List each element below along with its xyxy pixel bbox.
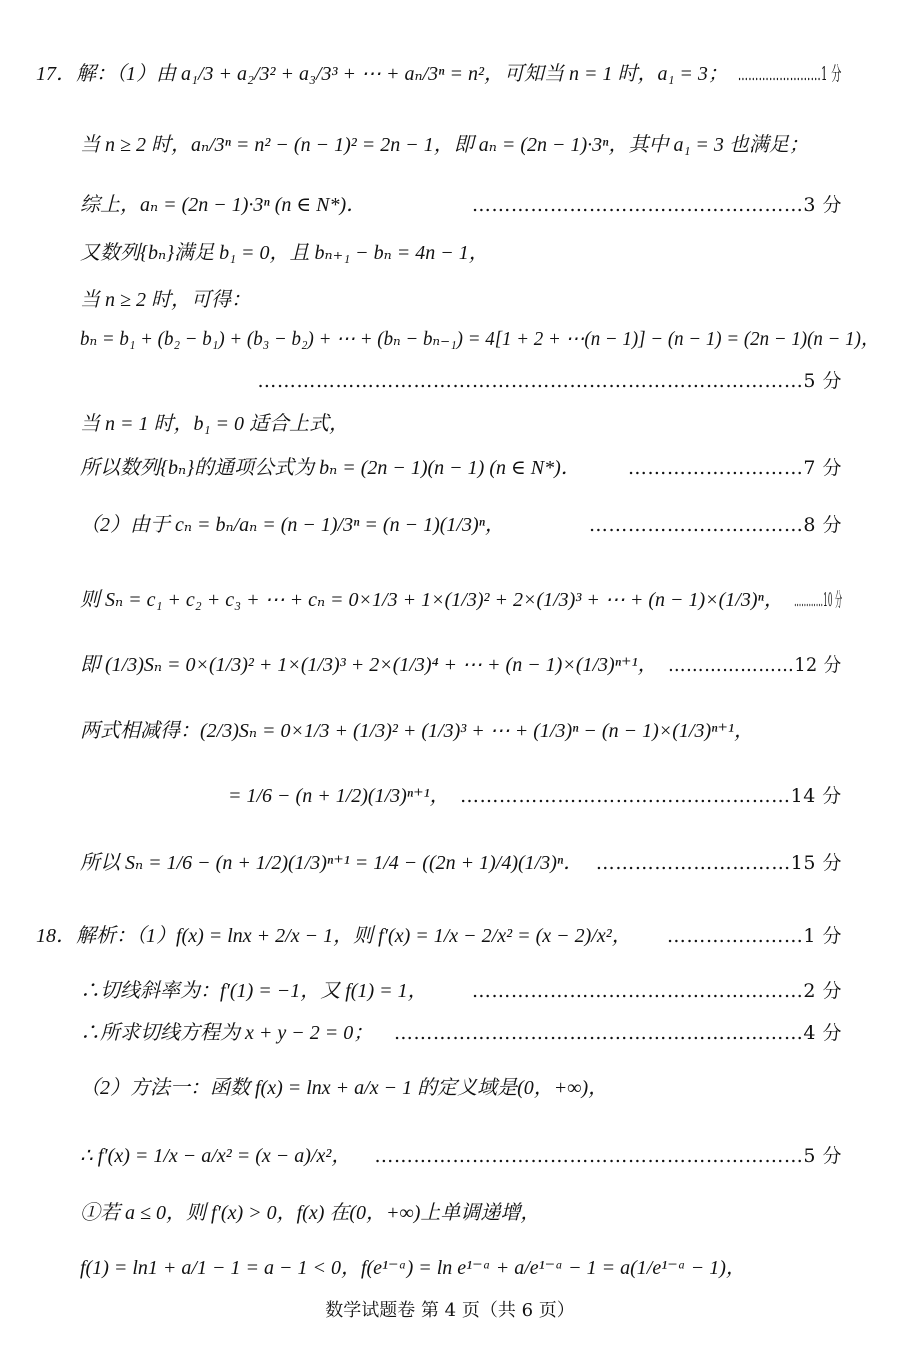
line-text: 即 (1/3)Sₙ = 0×(1/3)² + 1×(1/3)³ + 2×(1/3)⁴ + ⋯ + (n − 1)×(1/3)ⁿ⁺¹， <box>80 654 658 676</box>
dot-leader: …………………………………………… <box>471 980 804 1002</box>
dot-leader: ………………… <box>666 925 804 947</box>
dot-leader: …………………………………………… <box>471 194 804 216</box>
score-label: 7 分 <box>803 457 842 479</box>
score-leader <box>596 846 842 880</box>
line-text: 则 Sₙ = c₁ + c₂ + c₃ + ⋯ + cₙ = 0×1/3 + 1×(1/3)² + 2×(1/3)³ + ⋯ + (n − 1)×(1/3)ⁿ， <box>80 589 784 611</box>
dot-leader: ………………………… <box>595 852 791 874</box>
line-text: ①若 a ≤ 0，则 f′(x) > 0，f(x) 在(0，+∞)上单调递增， <box>80 1202 541 1224</box>
score-label: 5 分 <box>803 370 842 392</box>
score-leader <box>667 919 842 953</box>
line-text: = 1/6 − (n + 1/2)(1/3)ⁿ⁺¹， <box>228 785 450 807</box>
solution-line <box>0 974 900 1008</box>
dot-leader: …………………… <box>738 63 822 85</box>
solution-line <box>0 1196 900 1230</box>
line-text: （2）方法一：函数 f(x) = lnx + a/x − 1 的定义域是(0，+∞)， <box>80 1077 609 1099</box>
dot-leader: ………… <box>793 589 823 611</box>
score-label: 2 分 <box>803 980 842 1002</box>
solution-line <box>0 1251 900 1285</box>
solution-line <box>0 128 900 162</box>
score-leader <box>628 451 842 485</box>
solution-line <box>0 583 900 617</box>
solution-line <box>0 919 900 953</box>
line-text: ∴切线斜率为：f′(1) = −1，又 f(1) = 1， <box>80 980 428 1002</box>
solution-line <box>0 508 900 542</box>
dot-leader: ……………………… <box>627 457 804 479</box>
line-text: 所以 Sₙ = 1/6 − (n + 1/2)(1/3)ⁿ⁺¹ = 1/4 − ((2n + 1)/4)(1/3)ⁿ． <box>80 852 584 874</box>
solution-line <box>0 322 900 356</box>
solution-line <box>0 1139 900 1173</box>
dot-leader: …………………………………………… <box>460 785 791 807</box>
solution-line <box>0 779 900 813</box>
solution-line <box>0 1016 900 1050</box>
dot-leader: ………………………………………………………………………… <box>257 370 804 392</box>
line-text: 当 n ≥ 2 时，可得： <box>80 289 251 311</box>
score-label: 8 分 <box>803 514 842 536</box>
score-label: 1 分 <box>803 925 842 947</box>
solution-line <box>0 451 900 485</box>
solution-line <box>0 1071 900 1105</box>
score-label: 10 分 <box>822 589 842 611</box>
score-leader <box>472 974 842 1008</box>
page-footer: 数学试题卷 第 4 页（共 6 页） <box>325 1300 575 1321</box>
score-leader <box>257 364 842 398</box>
solution-line <box>0 57 900 91</box>
line-text: （2）由于 cₙ = bₙ/aₙ = (n − 1)/3ⁿ = (n − 1)(1/3)ⁿ， <box>80 514 505 536</box>
dot-leader: ……………………………………………………… <box>393 1022 804 1044</box>
score-label: 1 分 <box>821 63 842 85</box>
line-text: 两式相减得：(2/3)Sₙ = 0×1/3 + (1/3)² + (1/3)³ + ⋯ + (1/3)ⁿ − (n − 1)×(1/3)ⁿ⁺¹， <box>80 720 754 742</box>
score-leader <box>794 583 842 617</box>
dot-leader: …………………………… <box>588 514 804 536</box>
score-label: 4 分 <box>803 1022 842 1044</box>
line-text: 18．解析：（1）f(x) = lnx + 2/x − 1，则 f′(x) = 1/x − 2/x² = (x − 2)/x²， <box>36 925 632 947</box>
score-leader <box>472 188 842 222</box>
solution-line <box>0 714 900 748</box>
score-label: 12 分 <box>794 654 842 676</box>
score-label: 14 分 <box>790 785 842 807</box>
solution-line <box>0 364 900 398</box>
solution-line <box>0 283 900 317</box>
dot-leader: ………………… <box>668 654 795 676</box>
solution-line <box>0 648 900 682</box>
line-text: 当 n ≥ 2 时，aₙ/3ⁿ = n² − (n − 1)² = 2n − 1，即 aₙ = (2n − 1)·3ⁿ，其中 a₁ = 3 也满足； <box>80 134 809 156</box>
solution-line <box>0 407 900 441</box>
line-text: 又数列{bₙ}满足 b₁ = 0，且 bₙ₊₁ − bₙ = 4n − 1， <box>80 242 489 264</box>
line-text: f(1) = ln1 + a/1 − 1 = a − 1 < 0，f(e¹⁻ᵃ) = ln e¹⁻ᵃ + a/e¹⁻ᵃ − 1 = a(1/e¹⁻ᵃ − 1)， <box>80 1257 746 1279</box>
score-leader <box>374 1139 842 1173</box>
score-leader <box>394 1016 842 1050</box>
line-text: 17．解：（1）由 a₁/3 + a₂/3² + a₃/3³ + ⋯ + aₙ/3ⁿ = n²，可知当 n = 1 时，a₁ = 3； <box>36 63 728 85</box>
line-text: ∴ f′(x) = 1/x − a/x² = (x − a)/x²， <box>80 1145 352 1167</box>
score-leader <box>589 508 842 542</box>
solution-line <box>0 846 900 880</box>
score-label: 15 分 <box>790 852 842 874</box>
solution-line <box>0 236 900 270</box>
line-text: ∴所求切线方程为 x + y − 2 = 0； <box>80 1022 374 1044</box>
score-leader <box>738 57 842 91</box>
score-label: 5 分 <box>803 1145 842 1167</box>
score-leader <box>668 648 842 682</box>
score-leader <box>460 779 842 813</box>
line-text: 综上，aₙ = (2n − 1)·3ⁿ (n ∈ N*)． <box>80 194 367 216</box>
solution-line <box>0 188 900 222</box>
line-text: 所以数列{bₙ}的通项公式为 bₙ = (2n − 1)(n − 1) (n ∈ N*)． <box>80 457 581 479</box>
line-text: 当 n = 1 时，b₁ = 0 适合上式， <box>80 413 349 435</box>
score-label: 3 分 <box>803 194 842 216</box>
line-text: bₙ = b₁ + (b₂ − b₁) + (b₃ − b₂) + ⋯ + (bₙ − bₙ₋₁) = 4[1 + 2 + ⋯(n − 1)] − (n − 1) = (2n − 1)(n − 1)， <box>80 328 880 350</box>
dot-leader: ………………………………………………………… <box>374 1145 804 1167</box>
